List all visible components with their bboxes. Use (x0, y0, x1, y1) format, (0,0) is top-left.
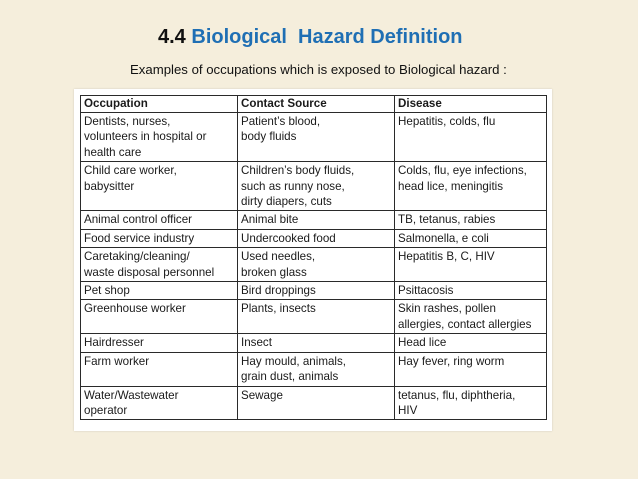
cell-contact-source: Sewage (238, 386, 395, 420)
cell-occupation: Child care worker, babysitter (81, 162, 238, 211)
cell-disease: Psittacosis (395, 282, 547, 300)
cell-disease: Salmonella, e coli (395, 229, 547, 247)
cell-contact-source: Used needles, broken glass (238, 248, 395, 282)
cell-contact-source: Hay mould, animals, grain dust, animals (238, 352, 395, 386)
cell-contact-source: Patient’s blood, body fluids (238, 113, 395, 162)
cell-occupation: Greenhouse worker (81, 300, 238, 334)
slide-title (158, 26, 463, 49)
cell-contact-source: Undercooked food (238, 229, 395, 247)
table-row (81, 211, 547, 229)
cell-disease: Hepatitis B, C, HIV (395, 248, 547, 282)
table-row (81, 162, 547, 211)
header-occupation: Occupation (81, 96, 238, 113)
table-row (81, 113, 547, 162)
table-row (81, 334, 547, 352)
cell-disease: tetanus, flu, diphtheria, HIV (395, 386, 547, 420)
table-row (81, 229, 547, 247)
cell-occupation: Pet shop (81, 282, 238, 300)
header-disease: Disease (395, 96, 547, 113)
cell-contact-source: Bird droppings (238, 282, 395, 300)
table-header-row (81, 96, 547, 113)
slide-subtitle: Examples of occupations which is exposed to Biological hazard : (130, 62, 507, 77)
cell-occupation: Food service industry (81, 229, 238, 247)
cell-occupation: Hairdresser (81, 334, 238, 352)
table-row (81, 300, 547, 334)
cell-disease: Hepatitis, colds, flu (395, 113, 547, 162)
cell-disease: Skin rashes, pollen allergies, contact allergies (395, 300, 547, 334)
cell-contact-source: Plants, insects (238, 300, 395, 334)
cell-occupation: Caretaking/cleaning/ waste disposal personnel (81, 248, 238, 282)
cell-contact-source: Children’s body fluids, such as runny nose, dirty diapers, cuts (238, 162, 395, 211)
cell-occupation: Farm worker (81, 352, 238, 386)
cell-occupation: Water/Wastewater operator (81, 386, 238, 420)
cell-occupation: Dentists, nurses, volunteers in hospital or health care (81, 113, 238, 162)
hazard-table (80, 95, 547, 420)
section-number: 4.4 (158, 26, 186, 48)
header-contact-source: Contact Source (238, 96, 395, 113)
table-row (81, 248, 547, 282)
cell-disease: TB, tetanus, rabies (395, 211, 547, 229)
table-row (81, 282, 547, 300)
table-row (81, 386, 547, 420)
cell-disease: Head lice (395, 334, 547, 352)
cell-disease: Colds, flu, eye infections, head lice, meningitis (395, 162, 547, 211)
cell-occupation: Animal control officer (81, 211, 238, 229)
table-panel (74, 89, 552, 431)
cell-contact-source: Animal bite (238, 211, 395, 229)
section-title: Biological Hazard Definition (191, 26, 463, 48)
cell-disease: Hay fever, ring worm (395, 352, 547, 386)
table-row (81, 352, 547, 386)
cell-contact-source: Insect (238, 334, 395, 352)
